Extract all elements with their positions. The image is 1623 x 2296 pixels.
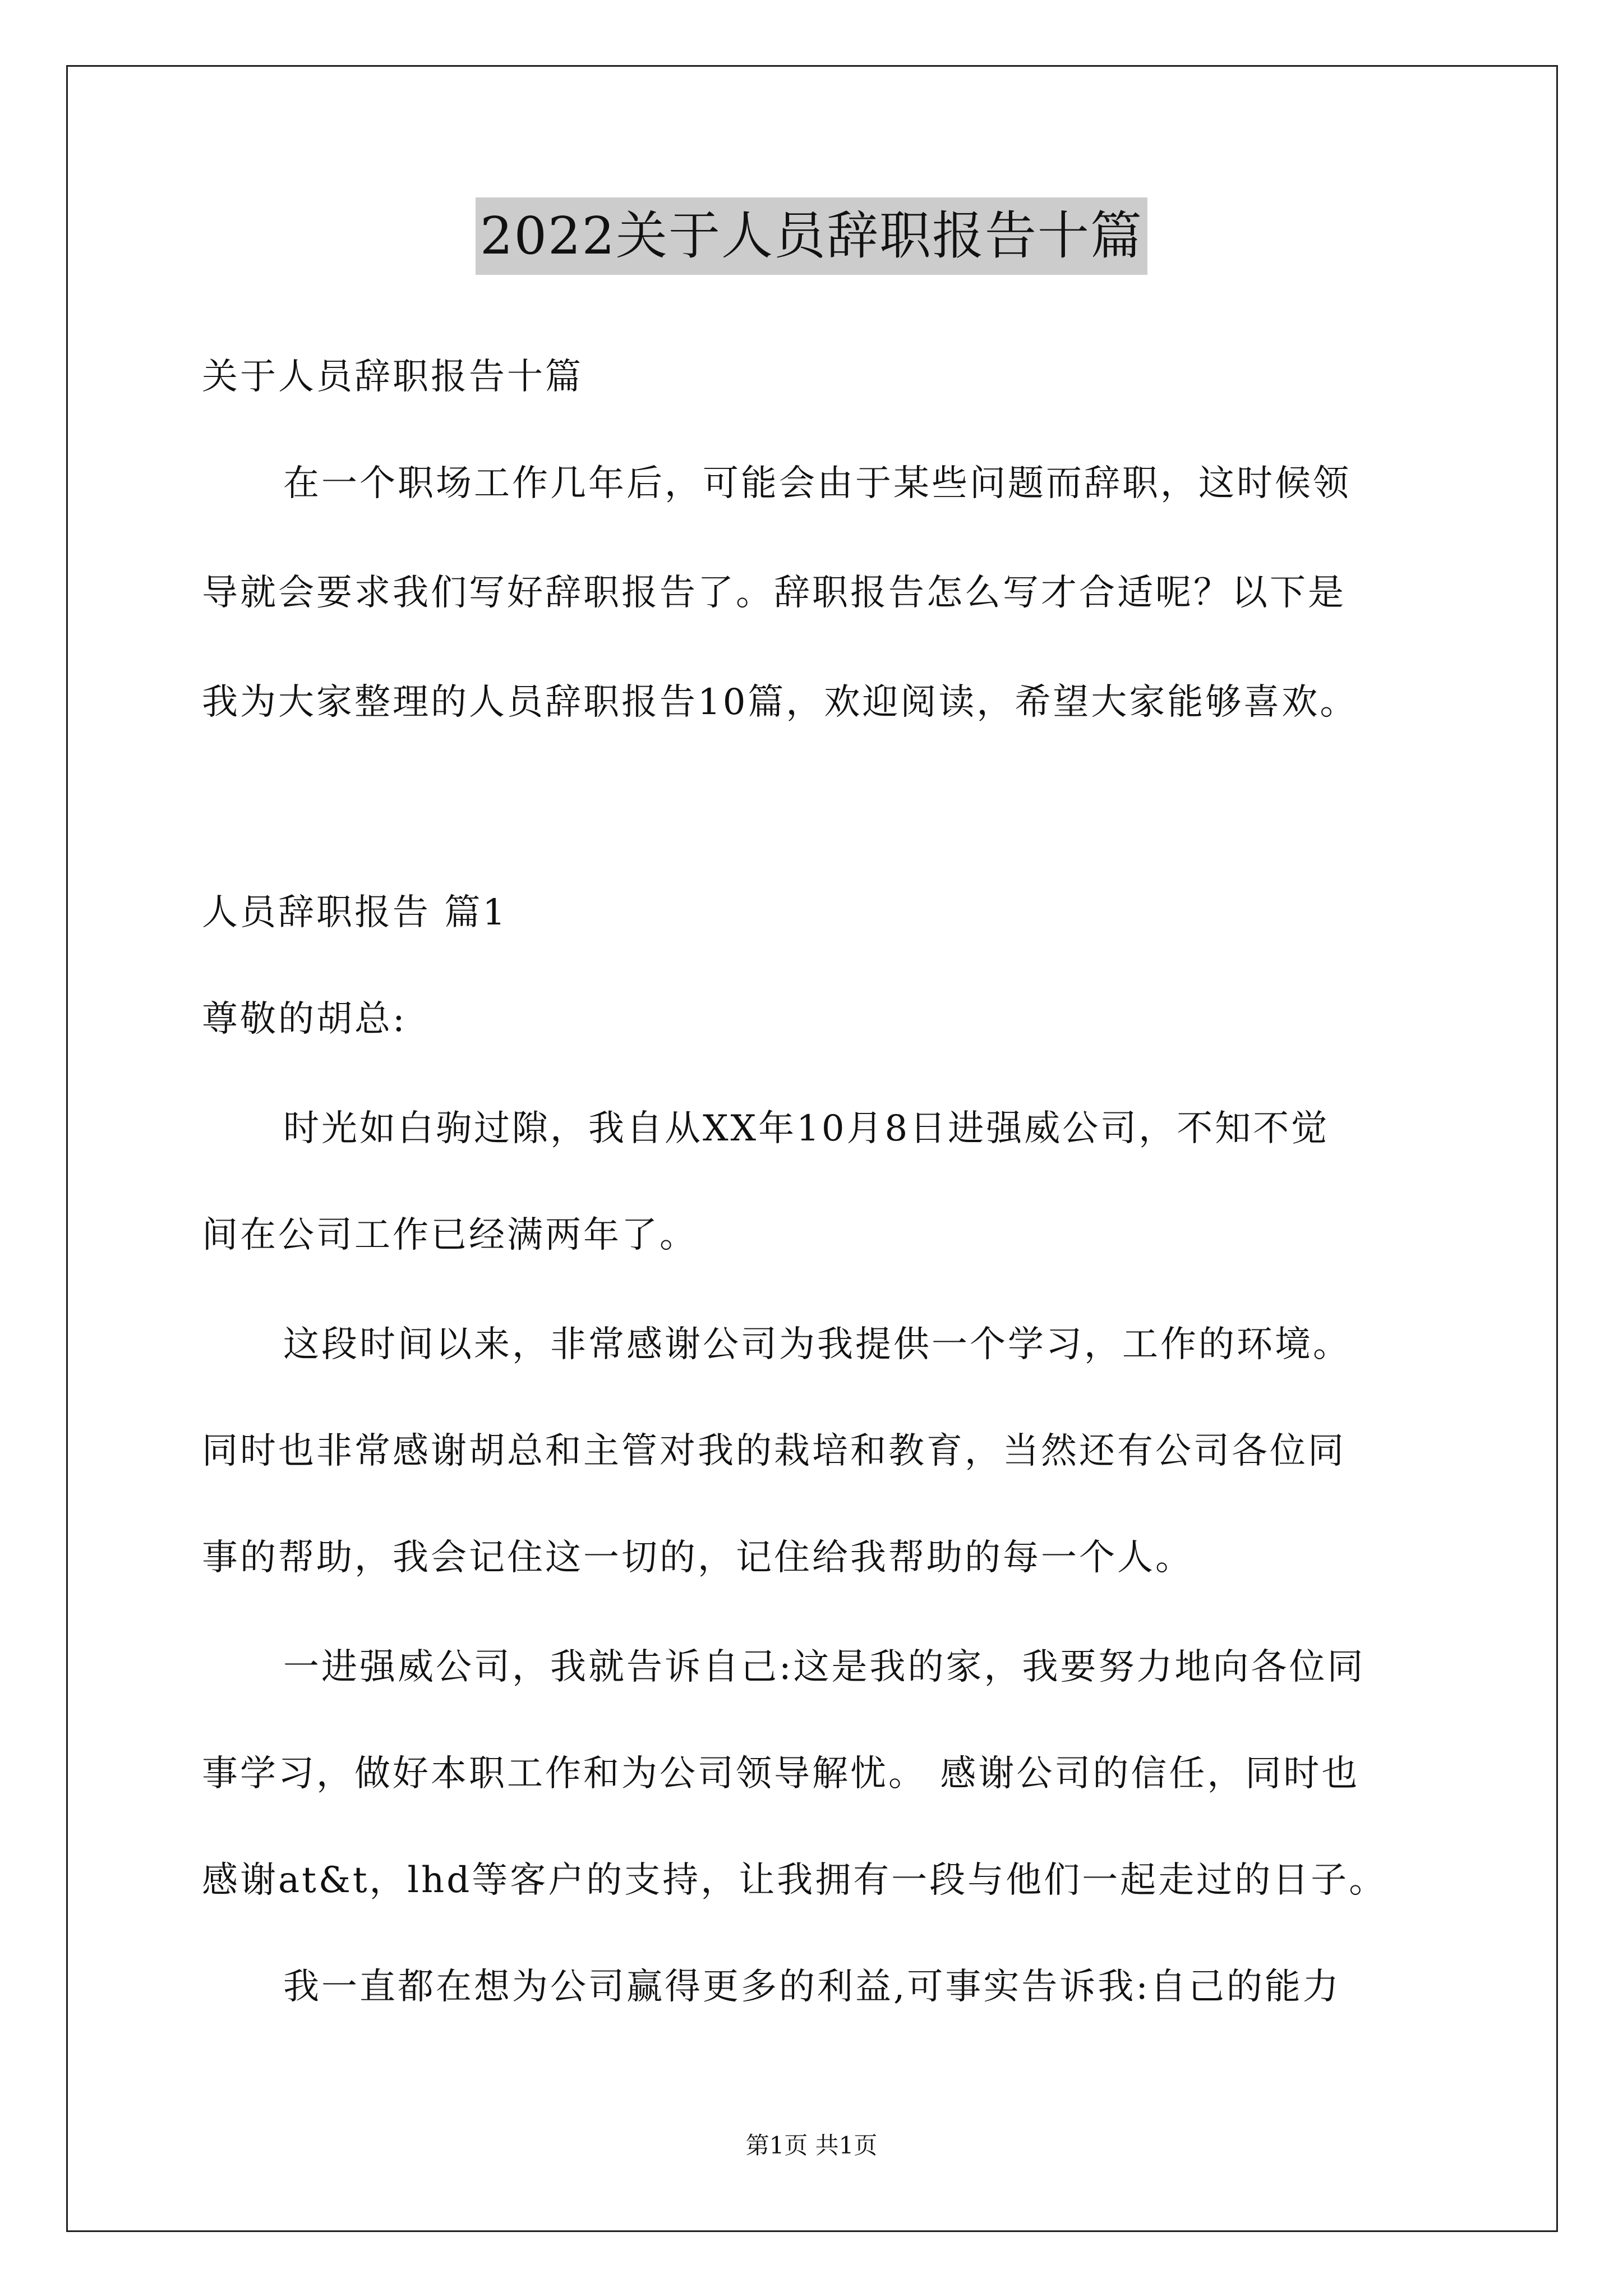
intro-line: 我为大家整理的人员辞职报告10篇，欢迎阅读，希望大家能够喜欢。	[202, 682, 1358, 723]
intro-line: 导就会要求我们写好辞职报告了。辞职报告怎么写才合适呢？以下是	[202, 572, 1346, 614]
body-line: 这段时间以来，非常感谢公司为我提供一个学习，工作的环境。	[283, 1324, 1351, 1365]
body-line: 时光如白驹过隙，我自从XX年10月8日进强威公司，不知不觉	[283, 1108, 1330, 1149]
body-line: 事的帮助，我会记住这一切的，记住给我帮助的每一个人。	[202, 1537, 1193, 1579]
title-container	[0, 197, 1623, 275]
body-line: 一进强威公司，我就告诉自己:这是我的家，我要努力地向各位同	[283, 1646, 1366, 1688]
body-line: 同时也非常感谢胡总和主管对我的栽培和教育，当然还有公司各位同	[202, 1430, 1346, 1472]
salutation: 尊敬的胡总:	[202, 999, 407, 1040]
intro-line: 在一个职场工作几年后，可能会由于某些问题而辞职，这时候领	[283, 463, 1351, 504]
body-line: 事学习，做好本职工作和为公司领导解忧。 感谢公司的信任，同时也	[202, 1753, 1360, 1795]
body-line: 感谢at&t，lhd等客户的支持，让我拥有一段与他们一起走过的日子。	[202, 1860, 1387, 1901]
page-footer: 第1页 共1页	[745, 2132, 878, 2159]
document-title: 2022关于人员辞职报告十篇	[476, 197, 1147, 275]
subtitle: 关于人员辞职报告十篇	[202, 356, 583, 398]
body-line: 我一直都在想为公司赢得更多的利益,可事实告诉我:自己的能力	[283, 1966, 1341, 2008]
section-heading: 人员辞职报告 篇1	[202, 892, 508, 933]
body-line: 间在公司工作已经满两年了。	[202, 1214, 698, 1256]
